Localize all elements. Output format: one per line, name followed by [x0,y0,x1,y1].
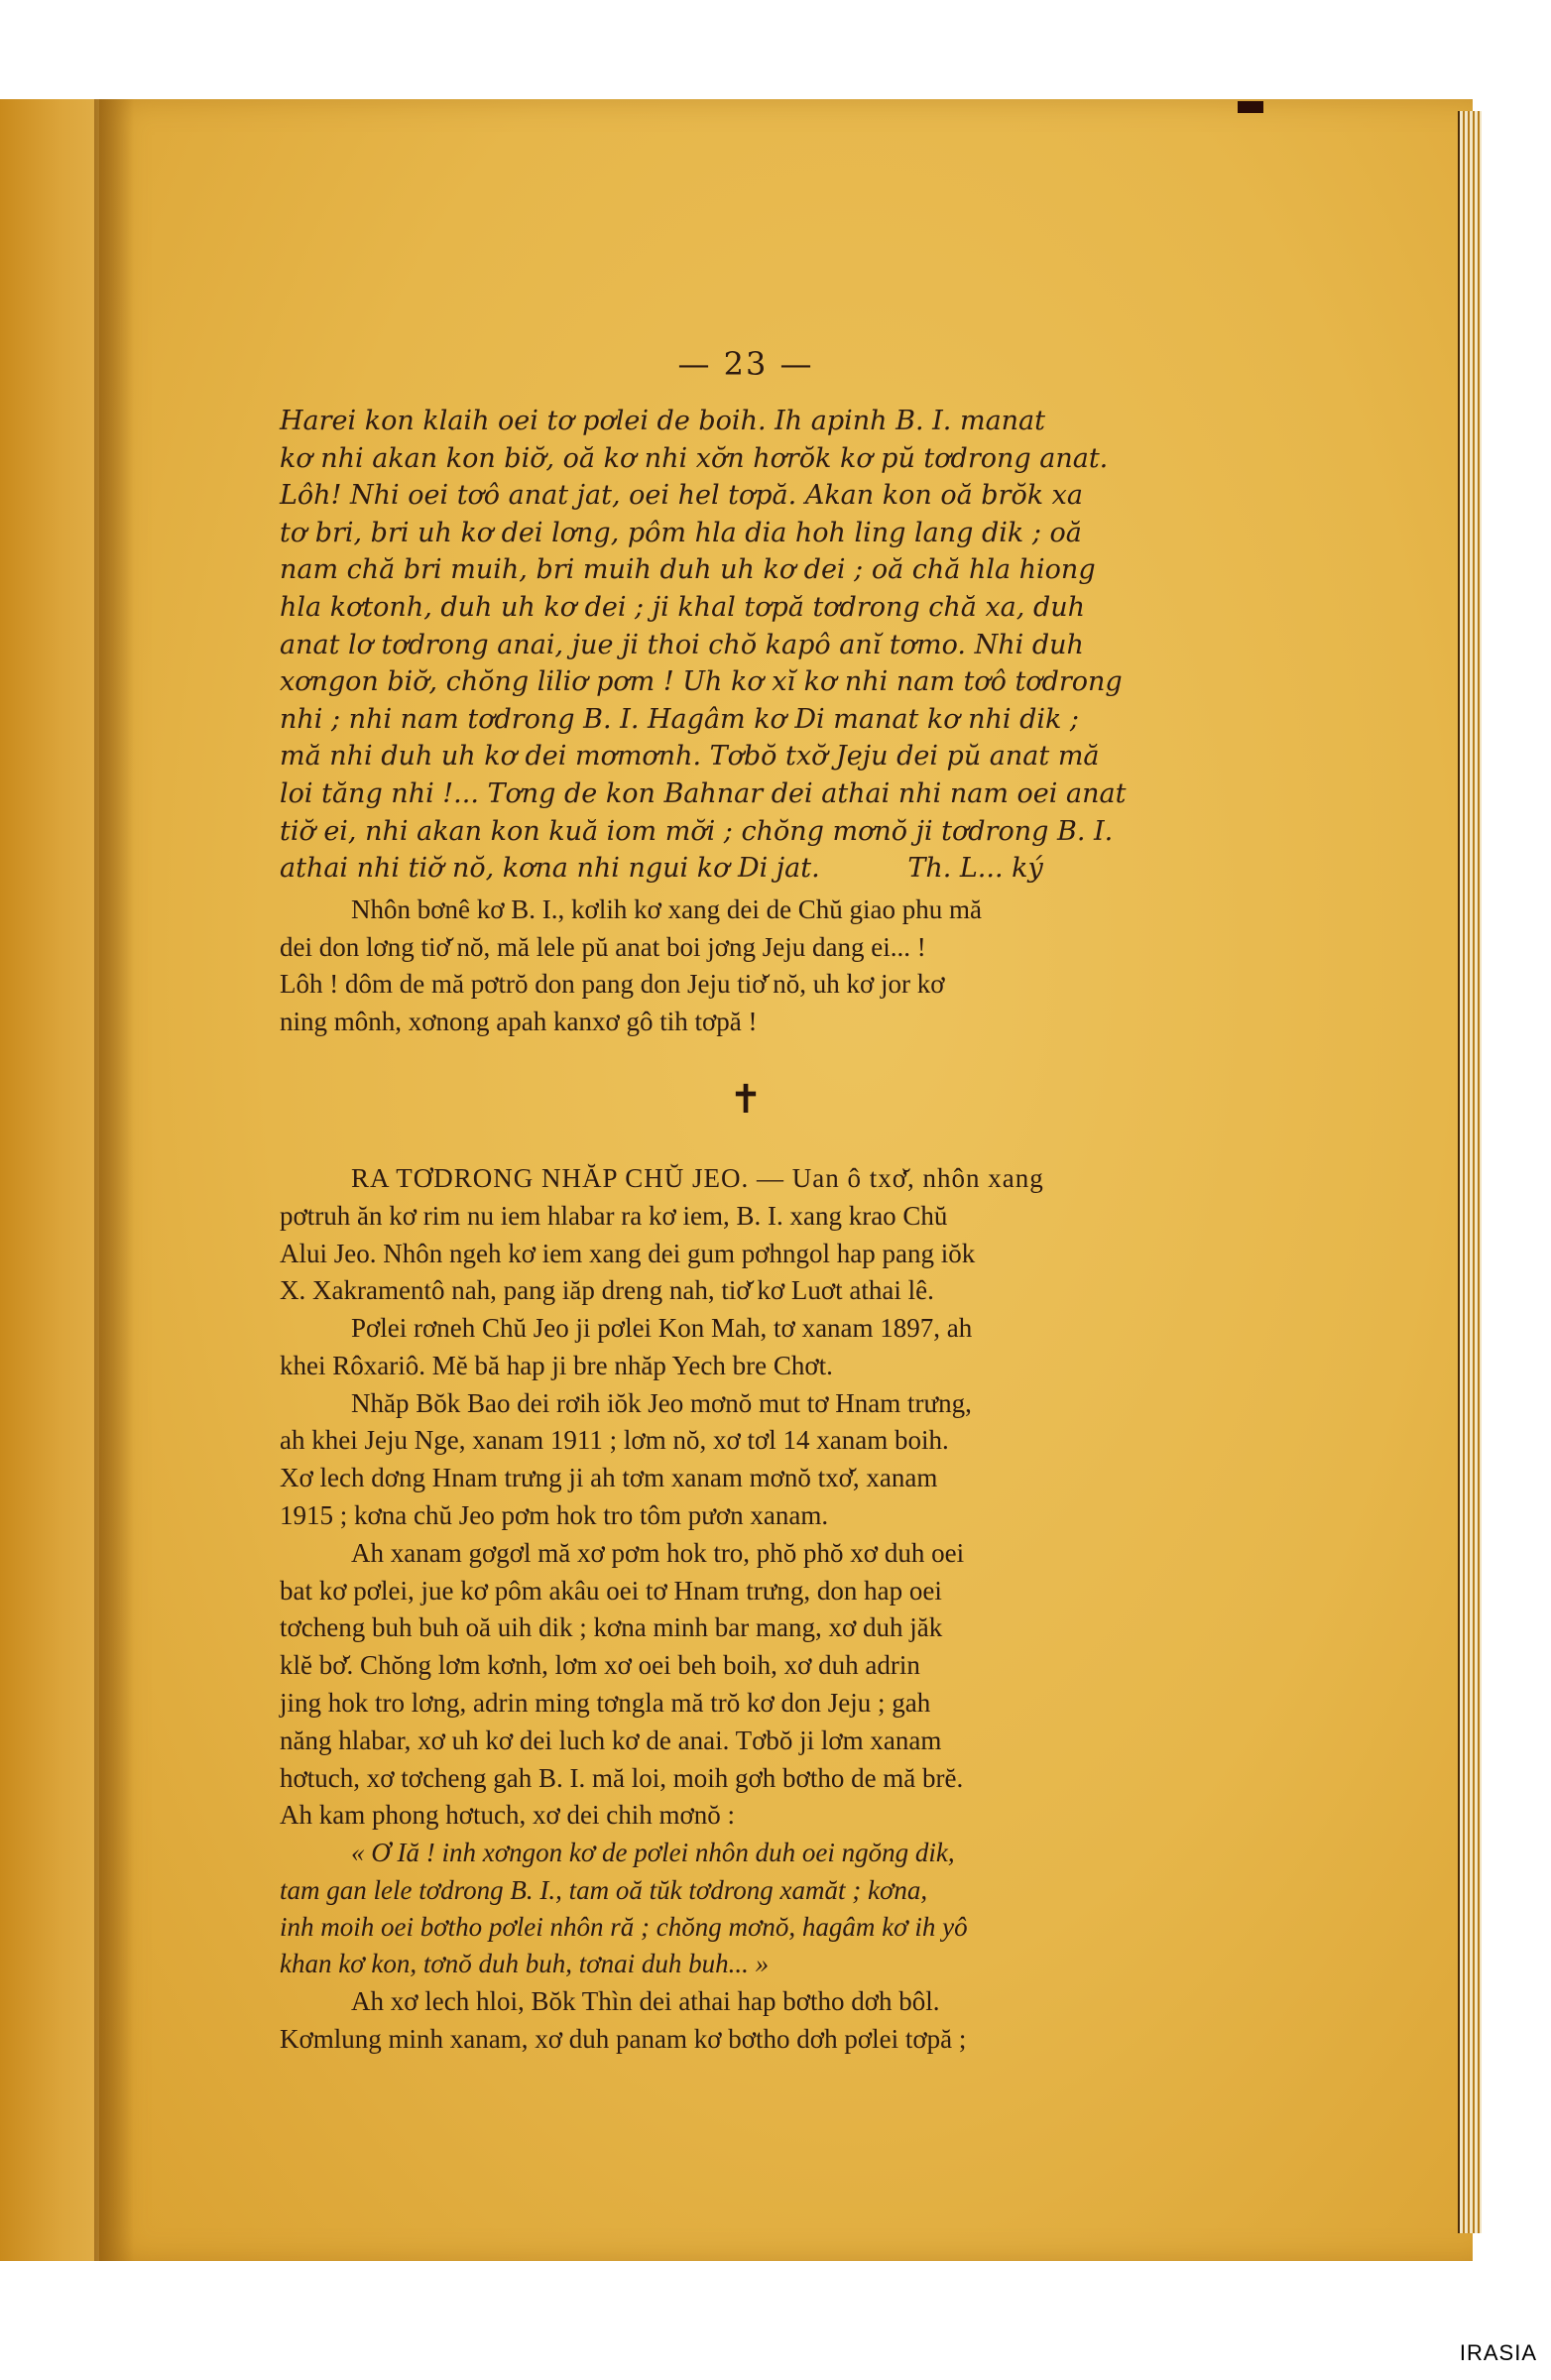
signature: Th. L... ký [907,853,1043,885]
text-line: tơ bri, bri uh kơ dei lơng, pôm hla dia hoh ling lang dik ; oă [280,517,1082,548]
text-line: athai nhi tiơ̆ nŏ, kơna nhi ngui kơ Di jat. [280,853,820,885]
text-line: Nhôn bơnê kơ B. I., kơlih kơ xang dei de Chŭ giao phu mă [351,893,983,924]
cross-ornament-icon: ✝ [729,1076,763,1123]
text-line: X. Xakramentô nah, pang iăp dreng nah, tiơ̆ kơ Luơt athai lê. [280,1275,934,1306]
text-line: Pơlei rơneh Chŭ Jeo ji pơlei Kon Mah, tơ xanam 1897, ah [351,1313,973,1344]
text-line: Lôh! Nhi oei tơô anat jat, oei hel tơpă. Akan kon oă brŏk xa [280,480,1083,512]
paragraph-seminary [280,1385,1212,1535]
text-line-with-signature [280,850,1212,888]
text-line: Nhăp Bŏk Bao dei rơih iŏk Jeo mơnŏ mut tơ Hnam trưng, [351,1387,972,1418]
text-line: nam chă bri muih, bri muih duh uh kơ dei ; oă chă hla hiong [280,554,1096,586]
paragraph-birth [280,1310,1212,1385]
text-line: pơtruh ăn kơ rim nu iem hlabar ra kơ iem, B. I. xang krao Chŭ [280,1200,948,1231]
page-text [280,345,1212,2058]
text-line: Ah xanam gơgơl mă xơ pơm hok tro, phŏ phŏ xơ duh oei [351,1537,965,1568]
section-heading-line: RA TƠDRONG NHĂP CHŬ JEO. — Uan ô txơ̆, nhôn xang [351,1162,1044,1193]
page-block-edge [1458,111,1482,2233]
text-line: anat lơ tơdrong anai, jue ji thoi chŏ kapô anĭ tơmo. Nhi duh [280,629,1084,660]
text-line: hla kơtonh, duh uh kơ dei ; ji khal tơpă tơdrong chă xa, duh [280,591,1086,623]
watermark: IRASIA [1459,2340,1537,2365]
text-line: Lôh ! dôm de mă pơtrŏ don pang don Jeju tiơ̆ nŏ, uh kơ jor kơ [280,969,945,1000]
text-line: xơngon biơ̆, chŏng liliơ pơm ! Uh kơ xĭ kơ nhi nam tơô tơdrong [280,666,1123,698]
text-line: bat kơ pơlei, jue kơ pôm akâu oei tơ Hnam trưng, don hap oei [280,1575,942,1606]
text-line: Ah xơ lech hloi, Bŏk Thìn dei athai hap bơtho dơh bôl. [351,1985,940,2016]
left-page-edge [0,99,109,2261]
text-line: kơ nhi akan kon biơ̆, oă kơ nhi xơ̆n hơrŏk kơ pŭ tơdrong anat. [280,442,1109,474]
text-line: mă nhi duh uh kơ dei mơmơnh. Tơbŏ txơ̆ Jeju dei pŭ anat mă [280,741,1100,773]
text-line: ning mônh, xơnong apah kanxơ gô tih tơpă ! [280,1007,758,1037]
text-line: ah khei Jeju Nge, xanam 1911 ; lơm nŏ, xơ tơl 14 xanam boih. [280,1425,949,1456]
paragraph-thanks [280,892,1212,1041]
text-line: klĕ bơ̆. Chŏng lơm kơnh, lơm xơ oei beh boih, xơ duh adrin [280,1650,920,1681]
text-line: jing hok tro lơng, adrin ming tơngla mă trŏ kơ don Jeju ; gah [280,1688,931,1719]
text-line: nhi ; nhi nam tơdrong B. I. Hagâm kơ Di manat kơ nhi dik ; [280,703,1080,735]
section-paragraph [280,1160,1212,1310]
text-line: loi tăng nhi !... Tơng de kon Bahnar dei athai nhi nam oei anat [280,777,1127,809]
text-line: khei Rôxariô. Mĕ bă hap ji bre nhăp Yech bre Chơt. [280,1350,833,1380]
page-number: — 23 — [677,345,814,383]
text-line: Ah kam phong hơtuch, xơ dei chih mơnŏ : [280,1800,736,1831]
gutter-shadow [94,99,134,2261]
paragraph-studies [280,1535,1212,1835]
text-line: tiơ̆ ei, nhi akan kon kuă iom mơ̆i ; chŏng mơnŏ ji tơdrong B. I. [280,815,1114,847]
paragraph-teaching [280,1983,1212,2059]
text-line: Harei kon klaih oei tơ pơlei de boih. Ih apinh B. I. manat [280,406,1046,436]
text-line: dei don lơng tiơ̆ nŏ, mă lele pŭ anat boi jơng Jeju dang ei... ! [280,931,926,962]
text-line: inh moih oei bơtho pơlei nhôn ră ; chŏng mơnŏ, hagâm kơ ih yô [280,1912,968,1943]
text-line: 1915 ; kơna chŭ Jeo pơm hok tro tôm pươn xanam. [280,1500,829,1531]
text-line: Xơ lech dơng Hnam trưng ji ah tơm xanam mơnŏ txơ̆, xanam [280,1463,938,1493]
text-line: khan kơ kon, tơnŏ duh buh, tơnai duh buh... » [280,1949,770,1979]
quoted-letter [280,1835,1212,1983]
bookmark-ribbon [1238,101,1263,113]
text-line: « Ơ Iă ! inh xơngon kơ de pơlei nhôn duh oei ngŏng dik, [351,1838,955,1868]
text-line: năng hlabar, xơ uh kơ dei luch kơ de anai. Tơbŏ ji lơm xanam [280,1725,942,1755]
text-line: hơtuch, xơ tơcheng gah B. I. mă loi, moih gơh bơtho de mă brĕ. [280,1762,964,1793]
italic-letter-paragraph [280,403,1212,888]
text-line: tơcheng buh buh oă uih dik ; kơna minh bar mang, xơ duh jăk [280,1612,943,1643]
text-line: Alui Jeo. Nhôn ngeh kơ iem xang dei gum pơhngol hap pang iŏk [280,1238,976,1268]
text-line: Kơmlung minh xanam, xơ duh panam kơ bơtho dơh pơlei tơpă ; [280,2023,967,2054]
text-line: tam gan lele tơdrong B. I., tam oă tŭk tơdrong xamăt ; kơna, [280,1874,928,1905]
